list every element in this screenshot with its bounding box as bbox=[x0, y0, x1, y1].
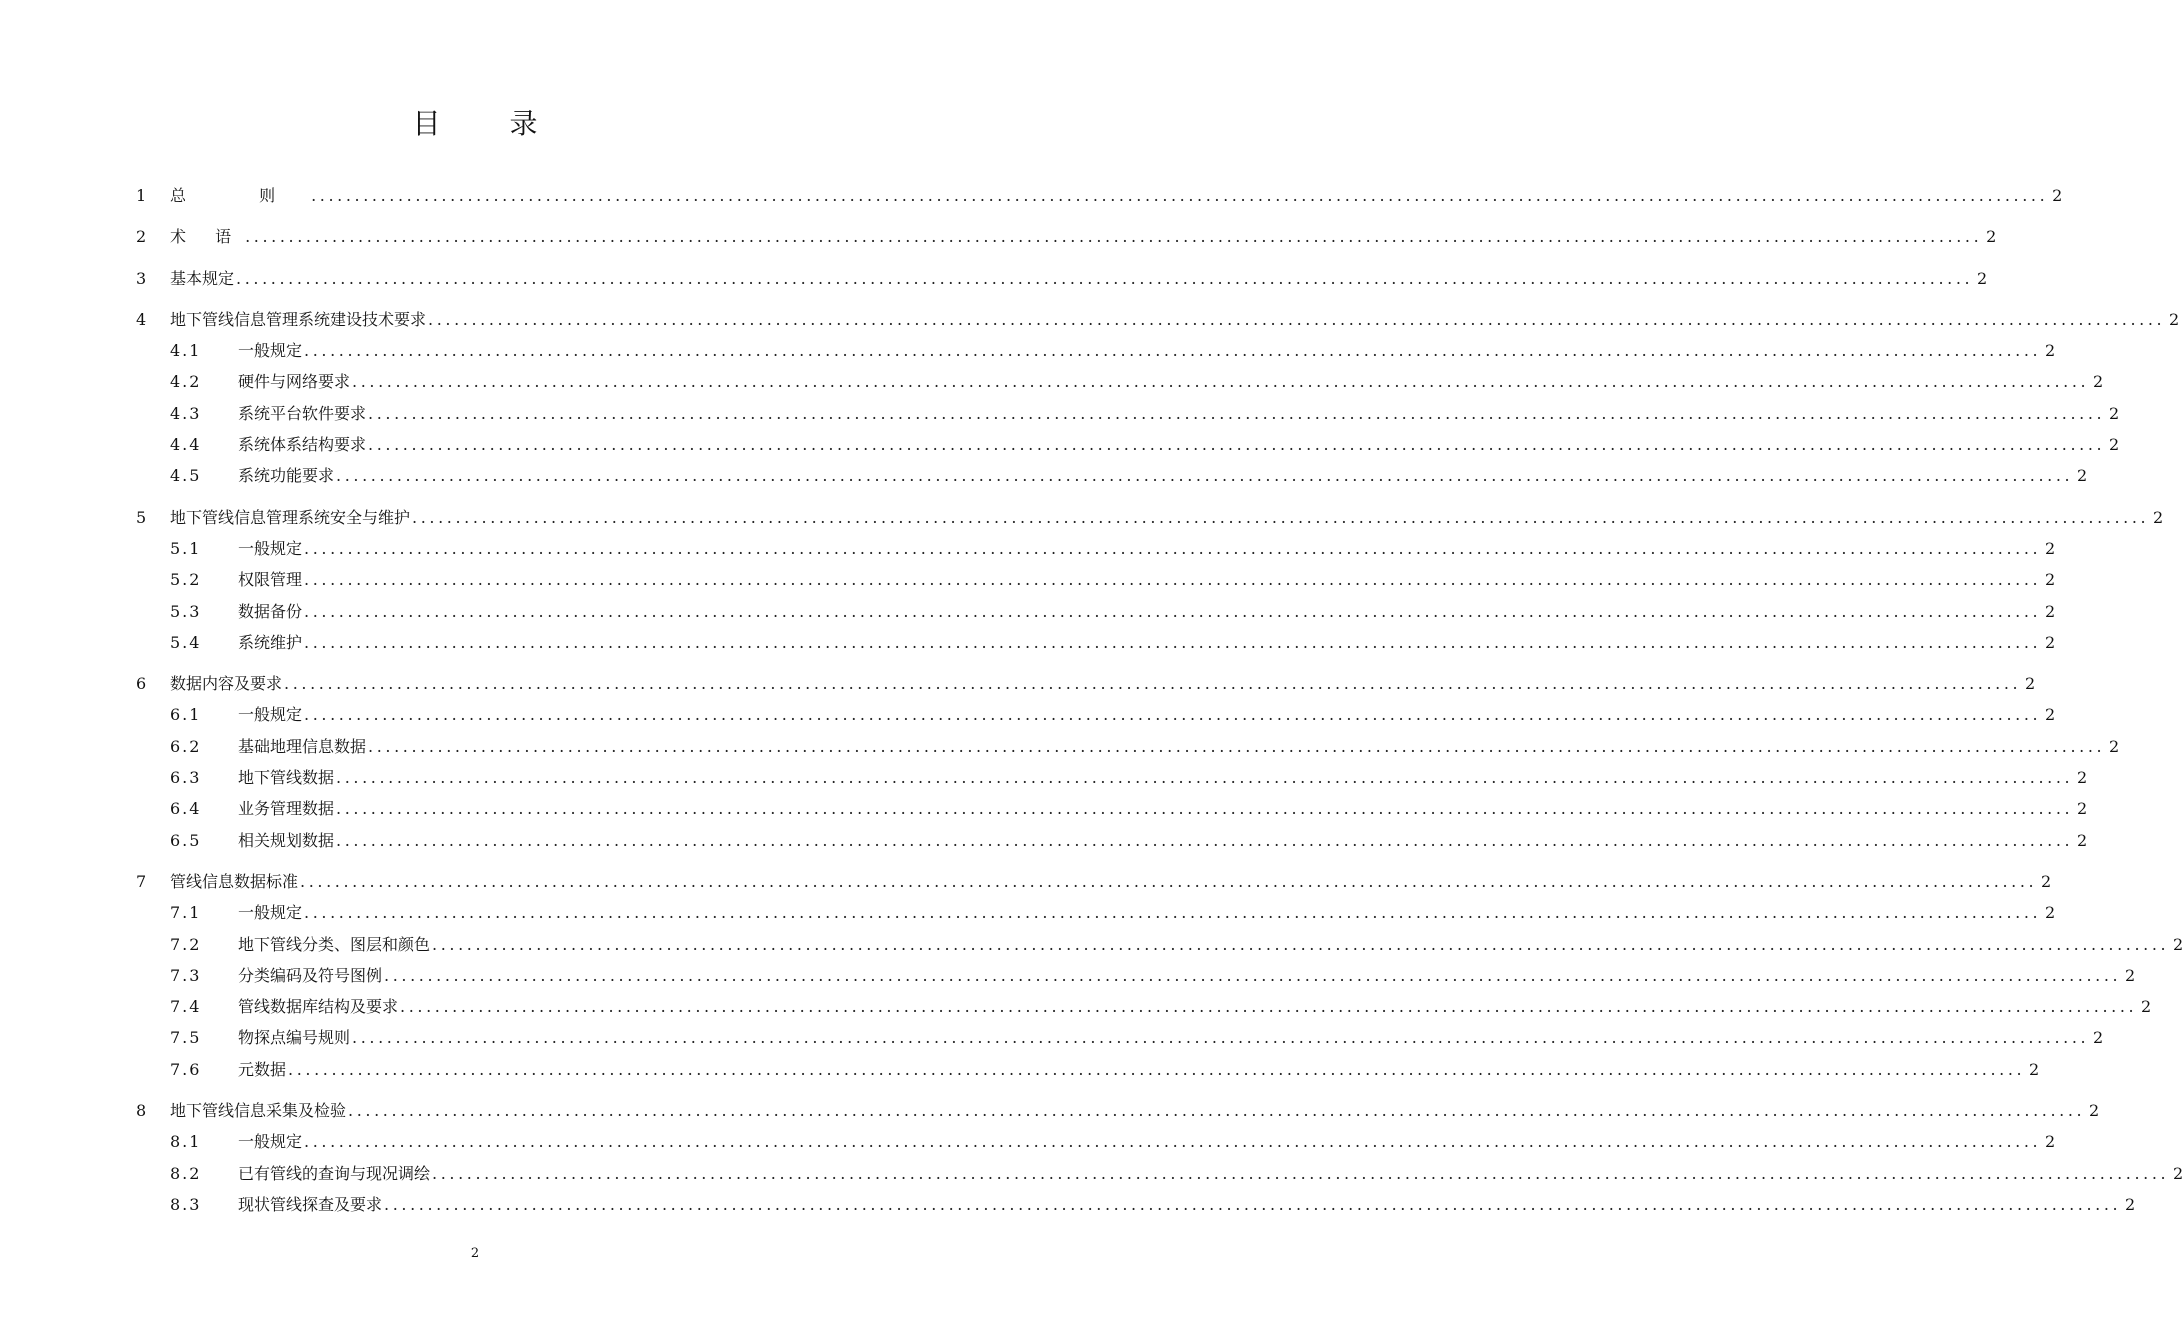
toc-chapter-entry[interactable] bbox=[136, 1095, 2100, 1126]
toc-section-entry[interactable] bbox=[136, 1189, 2136, 1220]
dot-leader: ........................................................................................................................................................................................................ bbox=[384, 965, 2122, 985]
dot-leader: ........................................................................................................................................................................................................ bbox=[368, 403, 2106, 423]
toc-section-entry[interactable] bbox=[136, 960, 2136, 991]
toc-entry-title: 硬件与网络要求 bbox=[238, 372, 351, 392]
toc-section-entry[interactable] bbox=[136, 627, 2056, 658]
dot-leader: ........................................................................................................................................................................................................ bbox=[336, 799, 2074, 819]
toc-entry-number: 7.3 bbox=[170, 965, 202, 985]
toc-entry-title: 系统体系结构要求 bbox=[238, 435, 367, 455]
dot-leader: ........................................................................................................................................................................................................ bbox=[368, 435, 2106, 455]
dot-leader: ........................................................................................................................................................................................................ bbox=[400, 997, 2138, 1017]
toc-section-entry[interactable] bbox=[136, 1158, 2183, 1189]
dot-leader: ........................................................................................................................................................................................................ bbox=[304, 1132, 2042, 1152]
dot-leader: ........................................................................................................................................................................................................ bbox=[352, 1028, 2090, 1048]
toc-section-entry[interactable] bbox=[136, 429, 2120, 460]
toc-entry-page: 2 bbox=[2173, 934, 2183, 954]
toc-section-entry[interactable] bbox=[136, 366, 2104, 397]
toc-entry-title: 元数据 bbox=[238, 1059, 287, 1079]
toc-entry-page: 2 bbox=[2093, 1028, 2104, 1048]
dot-leader: ........................................................................................................................................................................................................ bbox=[288, 1059, 2026, 1079]
toc-entry-title: 术 语 bbox=[170, 227, 244, 247]
toc-entry-page: 2 bbox=[2125, 1194, 2136, 1214]
toc-section-entry[interactable] bbox=[136, 793, 2088, 824]
toc-entry-page: 2 bbox=[2077, 466, 2088, 486]
toc-entry-page: 2 bbox=[1986, 227, 1997, 247]
toc-entry-page: 2 bbox=[2045, 705, 2056, 725]
dot-leader: ........................................................................................................................................................................................................ bbox=[304, 538, 2042, 558]
dot-leader: ........................................................................................................................................................................................................ bbox=[336, 830, 2074, 850]
dot-leader: ........................................................................................................................................................................................................ bbox=[428, 309, 2166, 329]
toc-entry-number: 5.2 bbox=[170, 570, 202, 590]
toc-entry-page: 2 bbox=[2093, 372, 2104, 392]
toc-entry-number: 1 bbox=[136, 186, 147, 205]
toc-entry-number: 4.3 bbox=[170, 403, 202, 423]
toc-section-entry[interactable] bbox=[136, 398, 2120, 429]
dot-leader: ........................................................................................................................................................................................................ bbox=[300, 871, 2038, 891]
toc-entry-title: 管线信息数据标准 bbox=[170, 871, 299, 891]
toc-entry-title: 系统维护 bbox=[238, 632, 303, 652]
toc-chapter-entry[interactable] bbox=[136, 180, 2063, 211]
toc-entry-number: 6.3 bbox=[170, 768, 202, 788]
toc-section-entry[interactable] bbox=[136, 699, 2056, 730]
toc-entry-number: 8 bbox=[136, 1101, 147, 1121]
toc-entry-number: 4.1 bbox=[170, 341, 202, 361]
toc-entry-number: 3 bbox=[136, 268, 147, 288]
page-number: 2 bbox=[470, 1246, 480, 1261]
toc-entry-title: 地下管线信息管理系统安全与维护 bbox=[170, 507, 411, 527]
toc-entry-page: 2 bbox=[2045, 538, 2056, 558]
toc-chapter-entry[interactable] bbox=[136, 866, 2052, 897]
toc-chapter-entry[interactable] bbox=[136, 502, 2164, 533]
dot-leader: ........................................................................................................................................................................................................ bbox=[412, 507, 2150, 527]
toc-entry-number: 5.1 bbox=[170, 538, 202, 558]
toc-entry-page: 2 bbox=[2045, 570, 2056, 590]
toc-section-entry[interactable] bbox=[136, 533, 2056, 564]
toc-section-entry[interactable] bbox=[136, 825, 2088, 856]
page-title: 目 录 bbox=[412, 107, 568, 140]
toc-entry-number: 7.6 bbox=[170, 1059, 202, 1079]
toc-entry-number: 7.5 bbox=[170, 1028, 202, 1048]
toc-entry-page: 2 bbox=[2045, 1132, 2056, 1152]
toc-entry-page: 2 bbox=[2052, 186, 2063, 205]
toc-entry-number: 4.4 bbox=[170, 435, 202, 455]
dot-leader: ........................................................................................................................................................................................................ bbox=[304, 341, 2042, 361]
dot-leader: ........................................................................................................................................................................................................ bbox=[336, 768, 2074, 788]
toc-entry-title: 基础地理信息数据 bbox=[238, 736, 367, 756]
toc-entry-number: 8.3 bbox=[170, 1194, 202, 1214]
toc-entry-title: 业务管理数据 bbox=[238, 799, 335, 819]
toc-entry-number: 5.3 bbox=[170, 601, 202, 621]
toc-entry-number: 6.5 bbox=[170, 830, 202, 850]
toc-chapter-entry[interactable] bbox=[136, 668, 2036, 699]
toc-entry-title: 系统功能要求 bbox=[238, 466, 335, 486]
toc-entry-page: 2 bbox=[2045, 903, 2056, 923]
toc-chapter-entry[interactable] bbox=[136, 263, 1988, 294]
toc-entry-number: 4.5 bbox=[170, 466, 202, 486]
dot-leader: ........................................................................................................................................................................................................ bbox=[284, 674, 2022, 694]
dot-leader: ........................................................................................................................................................................................................ bbox=[311, 186, 2049, 205]
toc-entry-page: 2 bbox=[2077, 830, 2088, 850]
toc-entry-page: 2 bbox=[2041, 871, 2052, 891]
dot-leader: ........................................................................................................................................................................................................ bbox=[432, 934, 2170, 954]
dot-leader: ........................................................................................................................................................................................................ bbox=[304, 705, 2042, 725]
dot-leader: ........................................................................................................................................................................................................ bbox=[368, 736, 2106, 756]
toc-entry-number: 2 bbox=[136, 227, 147, 247]
toc-entry-page: 2 bbox=[2029, 1059, 2040, 1079]
toc-entry-number: 5.4 bbox=[170, 632, 202, 652]
toc-entry-title: 一般规定 bbox=[238, 705, 303, 725]
toc-entry-page: 2 bbox=[1977, 268, 1988, 288]
toc-entry-title: 总 则 bbox=[170, 186, 310, 205]
toc-entry-number: 7.2 bbox=[170, 934, 202, 954]
toc-section-entry[interactable] bbox=[136, 762, 2088, 793]
toc-entry-page: 2 bbox=[2077, 799, 2088, 819]
dot-leader: ........................................................................................................................................................................................................ bbox=[336, 466, 2074, 486]
toc-entry-number: 6.4 bbox=[170, 799, 202, 819]
toc-entry-number: 6.1 bbox=[170, 705, 202, 725]
toc-section-entry[interactable] bbox=[136, 991, 2152, 1022]
toc-entry-title: 相关规划数据 bbox=[238, 830, 335, 850]
toc-entry-number: 6.2 bbox=[170, 736, 202, 756]
toc-entry-number: 8.2 bbox=[170, 1163, 202, 1183]
toc-entry-title: 一般规定 bbox=[238, 1132, 303, 1152]
toc-entry-title: 物探点编号规则 bbox=[238, 1028, 351, 1048]
toc-entry-page: 2 bbox=[2109, 435, 2120, 455]
toc-section-entry[interactable] bbox=[136, 335, 2056, 366]
dot-leader: ........................................................................................................................................................................................................ bbox=[352, 372, 2090, 392]
toc-entry-page: 2 bbox=[2045, 601, 2056, 621]
toc-entry-page: 2 bbox=[2153, 507, 2164, 527]
dot-leader: ........................................................................................................................................................................................................ bbox=[236, 268, 1974, 288]
toc-section-entry[interactable] bbox=[136, 564, 2056, 595]
toc-entry-title: 分类编码及符号图例 bbox=[238, 965, 383, 985]
toc-chapter-entry[interactable] bbox=[136, 221, 1997, 252]
toc-entry-number: 7 bbox=[136, 871, 147, 891]
toc-entry-title: 系统平台软件要求 bbox=[238, 403, 367, 423]
toc-entry-page: 2 bbox=[2109, 403, 2120, 423]
dot-leader: ........................................................................................................................................................................................................ bbox=[304, 570, 2042, 590]
toc-entry-title: 一般规定 bbox=[238, 538, 303, 558]
toc-entry-number: 8.1 bbox=[170, 1132, 202, 1152]
toc-entry-number: 7.4 bbox=[170, 997, 202, 1017]
dot-leader: ........................................................................................................................................................................................................ bbox=[348, 1101, 2086, 1121]
toc-chapter-entry[interactable] bbox=[136, 304, 2180, 335]
toc-entry-page: 2 bbox=[2077, 768, 2088, 788]
toc-entry-page: 2 bbox=[2045, 632, 2056, 652]
toc-entry-title: 地下管线数据 bbox=[238, 768, 335, 788]
dot-leader: ........................................................................................................................................................................................................ bbox=[304, 903, 2042, 923]
toc-entry-title: 数据备份 bbox=[238, 601, 303, 621]
toc-entry-number: 4 bbox=[136, 309, 147, 329]
toc-entry-title: 权限管理 bbox=[238, 570, 303, 590]
toc-section-entry[interactable] bbox=[136, 460, 2088, 491]
toc-section-entry[interactable] bbox=[136, 1126, 2056, 1157]
toc-entry-title: 地下管线信息管理系统建设技术要求 bbox=[170, 309, 427, 329]
toc-entry-page: 2 bbox=[2169, 309, 2180, 329]
toc-section-entry[interactable] bbox=[136, 897, 2056, 928]
toc-entry-number: 4.2 bbox=[170, 372, 202, 392]
toc-entry-page: 2 bbox=[2025, 674, 2036, 694]
toc-entry-title: 基本规定 bbox=[170, 268, 235, 288]
toc-entry-page: 2 bbox=[2109, 736, 2120, 756]
toc-entry-page: 2 bbox=[2173, 1163, 2183, 1183]
toc-entry-title: 一般规定 bbox=[238, 903, 303, 923]
toc-section-entry[interactable] bbox=[136, 596, 2056, 627]
toc-section-entry[interactable] bbox=[136, 1054, 2040, 1085]
toc-entry-title: 已有管线的查询与现况调绘 bbox=[238, 1163, 431, 1183]
toc-entry-number: 5 bbox=[136, 507, 147, 527]
toc-entry-page: 2 bbox=[2089, 1101, 2100, 1121]
table-of-contents bbox=[136, 180, 2183, 1220]
toc-entry-title: 管线数据库结构及要求 bbox=[238, 997, 399, 1017]
toc-section-entry[interactable] bbox=[136, 731, 2120, 762]
dot-leader: ........................................................................................................................................................................................................ bbox=[432, 1163, 2170, 1183]
toc-entry-title: 一般规定 bbox=[238, 341, 303, 361]
toc-entry-title: 数据内容及要求 bbox=[170, 674, 283, 694]
toc-entry-number: 7.1 bbox=[170, 903, 202, 923]
toc-section-entry[interactable] bbox=[136, 1022, 2104, 1053]
toc-entry-number: 6 bbox=[136, 674, 147, 694]
toc-section-entry[interactable] bbox=[136, 929, 2183, 960]
toc-entry-title: 地下管线分类、图层和颜色 bbox=[238, 934, 431, 954]
toc-entry-title: 现状管线探查及要求 bbox=[238, 1194, 383, 1214]
toc-entry-page: 2 bbox=[2045, 341, 2056, 361]
dot-leader: ........................................................................................................................................................................................................ bbox=[245, 227, 1983, 247]
toc-entry-page: 2 bbox=[2125, 965, 2136, 985]
toc-entry-title: 地下管线信息采集及检验 bbox=[170, 1101, 347, 1121]
dot-leader: ........................................................................................................................................................................................................ bbox=[304, 601, 2042, 621]
dot-leader: ........................................................................................................................................................................................................ bbox=[304, 632, 2042, 652]
toc-entry-page: 2 bbox=[2141, 997, 2152, 1017]
dot-leader: ........................................................................................................................................................................................................ bbox=[384, 1194, 2122, 1214]
